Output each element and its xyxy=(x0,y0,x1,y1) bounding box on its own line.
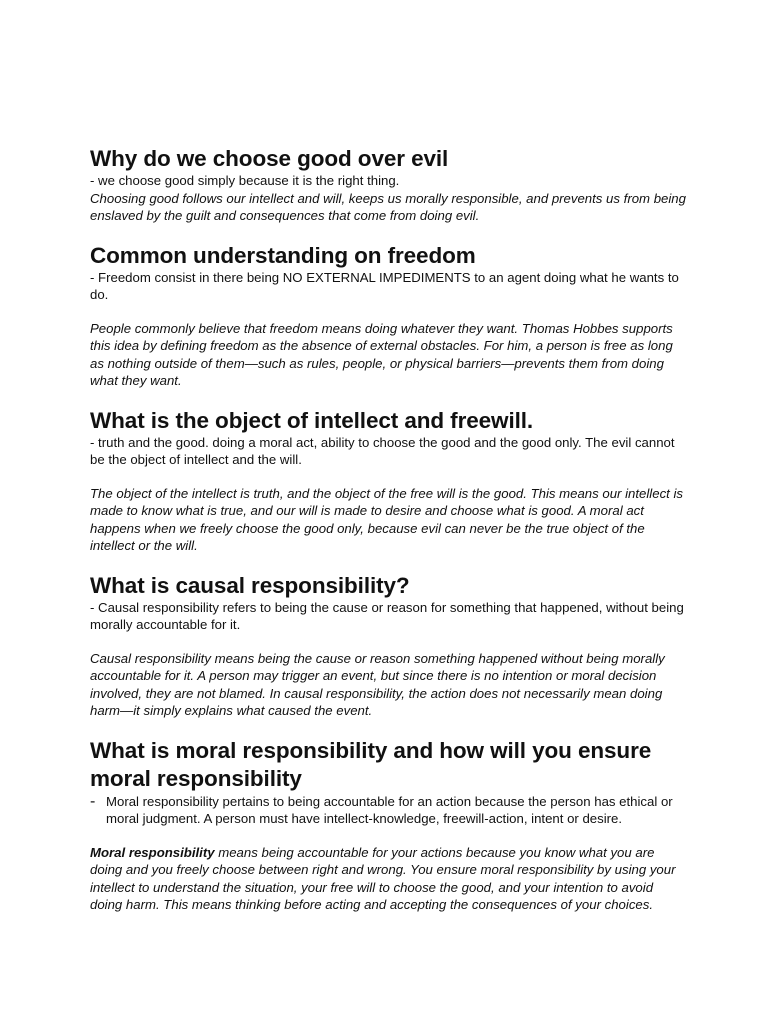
section-heading: Common understanding on freedom xyxy=(90,242,476,268)
section-heading: What is the object of intellect and freewill. xyxy=(90,407,534,433)
section-answer: - truth and the good. doing a moral act, ability to choose the good and the good only. The evil cannot be the object of intellect and the will. xyxy=(90,434,675,467)
section-choose-good xyxy=(90,145,688,225)
bold-term: Moral responsibility xyxy=(90,844,215,860)
section-answer: - we choose good simply because it is the right thing. xyxy=(90,173,400,188)
section-heading: What is moral responsibility and how will you ensure moral responsibility xyxy=(90,737,652,791)
section-heading: Why do we choose good over evil xyxy=(90,146,449,171)
section-answer-text: Moral responsibility pertains to being accountable for an action because the person has ethical or moral judgment. A person must have intellect-knowledge, freewill-action, intent or desire. xyxy=(106,793,673,826)
section-explanation: Choosing good follows our intellect and will, keeps us morally responsible, and prevents us from being enslaved by the guilt and consequences that come from doing evil. xyxy=(90,190,686,223)
section-explanation xyxy=(90,844,688,914)
section-intellect-freewill xyxy=(90,407,688,555)
dash-bullet: - xyxy=(90,792,96,810)
section-answer: - Freedom consist in there being NO EXTERNAL IMPEDIMENTS to an agent doing what he wants to do. xyxy=(90,269,679,302)
section-explanation: People commonly believe that freedom means doing whatever they want. Thomas Hobbes supports this idea by defining freedom as the absence of external obstacles. For him, a person is free as long as nothing outside of them—such as rules, people, or physical barriers—prevents them from doing what they want. xyxy=(90,320,673,388)
section-heading: What is causal responsibility? xyxy=(90,572,410,598)
section-freedom xyxy=(90,242,688,390)
section-explanation: The object of the intellect is truth, and the object of the free will is the good. This means our intellect is made to know what is true, and our will is made to desire and choose what is good. A moral act happens when we freely choose the good only, because evil can never be the true object of the intellect or the will. xyxy=(90,485,684,553)
section-moral-responsibility xyxy=(90,737,688,914)
section-causal-responsibility xyxy=(90,572,688,720)
section-answer: - Causal responsibility refers to being the cause or reason for something that happened, without being morally accountable for it. xyxy=(90,599,684,632)
section-explanation: Causal responsibility means being the cause or reason something happened without being morally accountable for it. A person may trigger an event, but since there is no intention or moral decision involved, they are not blamed. In causal responsibility, the action does not necessarily mean doing harm—it simply explains what caused the event. xyxy=(90,650,665,718)
section-explanation-text: means being accountable for your actions because you know what you are doing and you freely choose between right and wrong. You ensure moral responsibility by using your intellect to understand the situation, your free will to choose the good, and your intention to avoid doing harm. This means thinking before acting and accepting the consequences of your choices. xyxy=(90,844,676,912)
section-answer xyxy=(90,793,688,828)
